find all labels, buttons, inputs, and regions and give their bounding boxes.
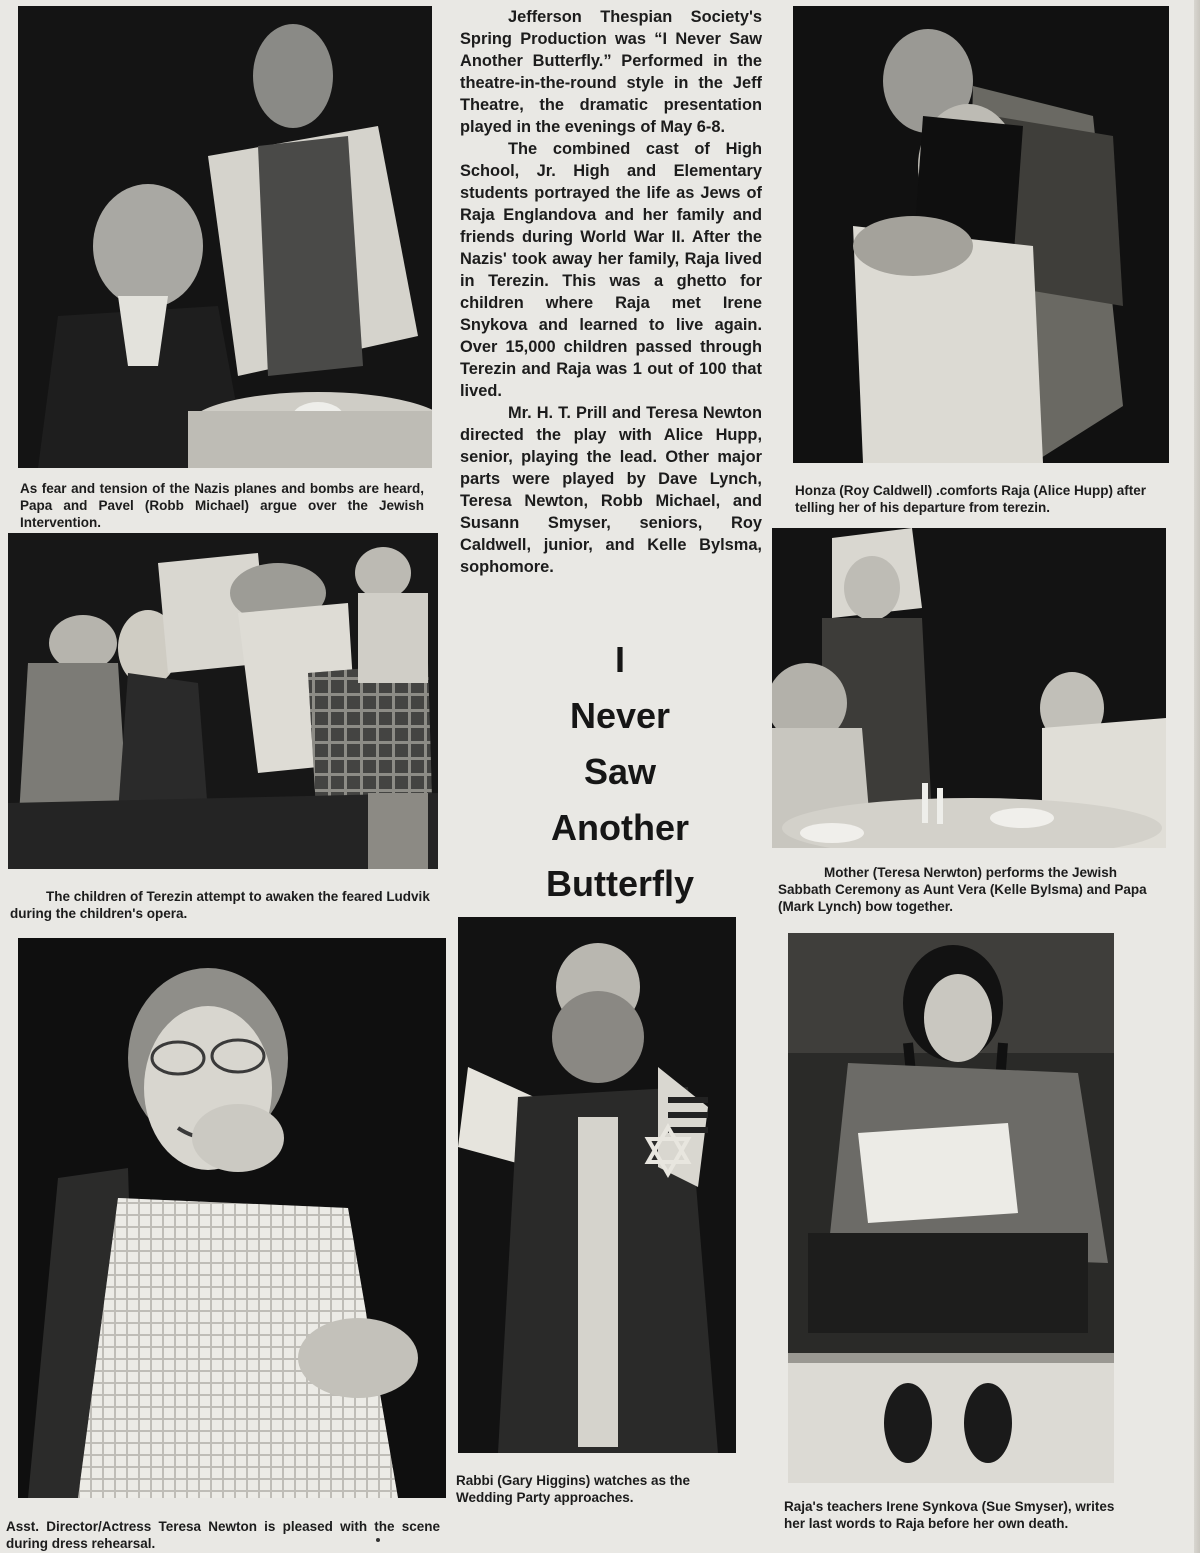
caption-honza-comforts-raja: Honza (Roy Caldwell) .comforts Raja (Alice Hupp) after telling her of his departure from terezin. (795, 483, 1147, 515)
photo-honza-comforts-raja (793, 6, 1169, 463)
headline-line: Butterfly (545, 863, 694, 904)
article-paragraph: The combined cast of High School, Jr. High and Elementary students portrayed the life as Jews of Raja Englandova and her family and friends during World War II. After the Nazis' took away her family, Raja lived in Terezin. This was a ghetto for children where Raja met Irene Snykova and learned to live again. Over 15,000 children passed through Terezin and Raja was 1 out of 100 that lived. (460, 140, 762, 400)
caption-sabbath-ceremony: Mother (Teresa Nerwton) performs the Jewish Sabbath Ceremony as Aunt Vera (Kelle Bylsma) and Papa (Mark Lynch) bow together. (778, 865, 1147, 914)
page-edge (1194, 0, 1200, 1553)
caption-children-of-terezin: The children of Terezin attempt to awaken the feared Ludvik during the children's opera. (10, 889, 430, 921)
photo-raja-teachers (788, 933, 1114, 1483)
headline (500, 632, 740, 912)
photo-teresa-newton (18, 938, 446, 1498)
caption-raja-teachers: Raja's teachers Irene Synkova (Sue Smyser), writes her last words to Raja before her own death. (784, 1499, 1115, 1531)
headline-line: Never (569, 695, 671, 736)
headline-line: I (614, 639, 625, 680)
article-paragraph: Jefferson Thespian Society's Spring Production was “I Never Saw Another Butterfly.” Performed in the theatre-in-the-round style in the Jeff Theatre, the dramatic presentation played in the evenings of May 6-8. (460, 8, 762, 136)
headline-line: Saw (583, 751, 657, 792)
photo-papa-and-pavel (18, 6, 432, 468)
article-paragraph: Mr. H. T. Prill and Teresa Newton directed the play with Alice Hupp, senior, playing the lead. Other major parts were played by Dave Lynch, Teresa Newton, Robb Michael, and Susann Smyser, seniors, Roy Caldwell, junior, and Kelle Bylsma, sophomore. (460, 404, 762, 576)
photo-children-of-terezin (8, 533, 438, 869)
photo-sabbath-ceremony (772, 528, 1166, 848)
article-body (460, 6, 762, 578)
print-speck (376, 1538, 380, 1542)
caption-rabbi: Rabbi (Gary Higgins) watches as the Wedding Party approaches. (456, 1473, 691, 1505)
headline-line: Another (551, 807, 689, 848)
caption-papa-and-pavel: As fear and tension of the Nazis planes and bombs are heard, Papa and Pavel (Robb Michael) argue over the Jewish Intervention. (20, 481, 424, 530)
photo-rabbi (458, 917, 736, 1453)
caption-teresa-newton: Asst. Director/Actress Teresa Newton is pleased with the scene during dress rehearsal. (6, 1519, 440, 1551)
